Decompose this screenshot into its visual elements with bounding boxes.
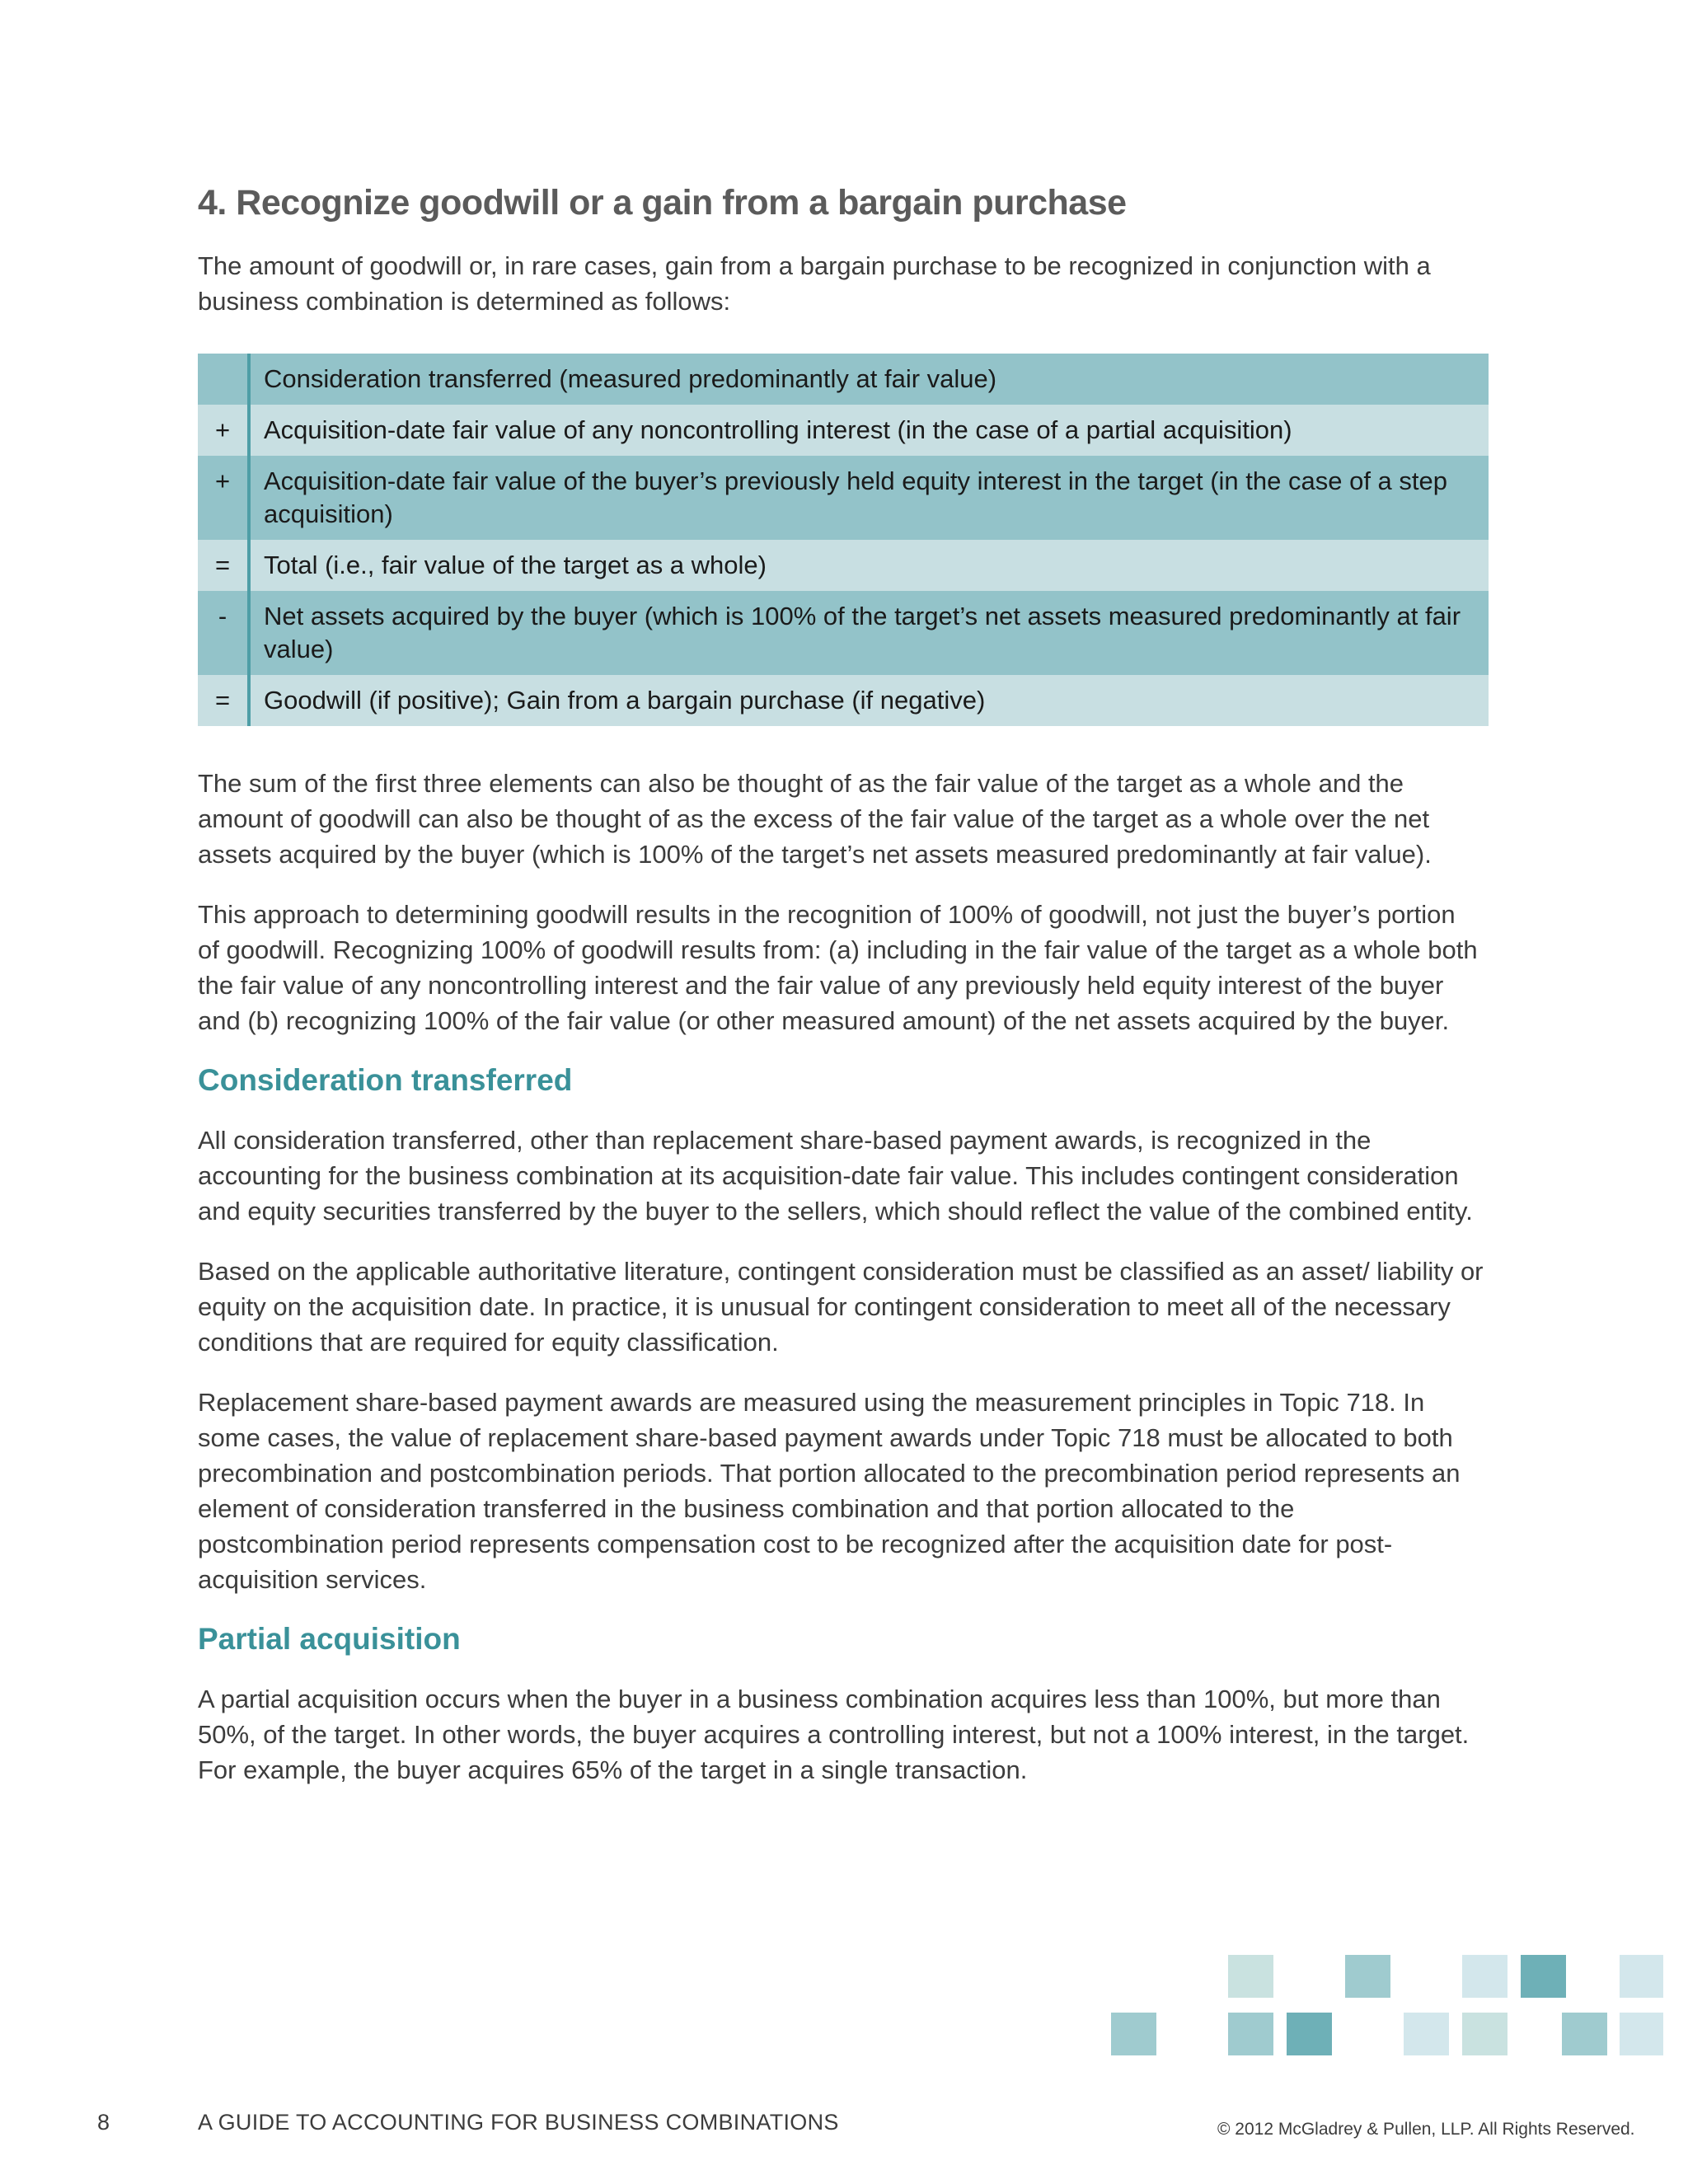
decor-square (1620, 2013, 1663, 2055)
decor-square (1287, 2013, 1332, 2055)
decor-square (1228, 2013, 1273, 2055)
body-paragraph: A partial acquisition occurs when the buyer in a business combination acquires less than 100%, but more than 50%, of the target. In other words, the buyer acquires a controlling interest, but not a 100% interest, in the target. For example, the buyer acquires 65% of the target in a single transaction. (198, 1685, 1470, 1784)
decor-square (1404, 2013, 1449, 2055)
row-text: Consideration transferred (measured predominantly at fair value) (249, 354, 1489, 405)
decor-square (1345, 1955, 1390, 1998)
table-row (198, 354, 1489, 405)
footer-title: A GUIDE TO ACCOUNTING FOR BUSINESS COMBINATIONS (198, 2110, 839, 2135)
operator-cell: = (198, 540, 249, 591)
operator-cell (198, 354, 249, 405)
row-text: Acquisition-date fair value of the buyer’s previously held equity interest in the target (in the case of a step acquisition) (249, 456, 1489, 540)
decor-square (1462, 1955, 1507, 1998)
table-row (198, 405, 1489, 456)
table-row (198, 456, 1489, 540)
operator-cell: + (198, 405, 249, 456)
decor-square (1228, 1955, 1273, 1998)
body-paragraph: Replacement share-based payment awards are measured using the measurement principles in Topic 718. In some cases, the value of replacement share-based payment awards under Topic 718 must be allocated to both precombination and postcombination periods. That portion allocated to the precombination period represents an element of consideration transferred in the business combination and that portion allocated to the postcombination period represents compensation cost to be recognized after the acquisition date for post-acquisition services. (198, 1388, 1461, 1594)
row-text: Total (i.e., fair value of the target as a whole) (249, 540, 1489, 591)
row-text: Goodwill (if positive); Gain from a bargain purchase (if negative) (249, 675, 1489, 726)
operator-cell: - (198, 591, 249, 675)
subheading-consideration-transferred: Consideration transferred (198, 1063, 573, 1097)
goodwill-calculation-table (198, 354, 1489, 726)
decor-square (1562, 2013, 1607, 2055)
body-paragraph: All consideration transferred, other than replacement share-based payment awards, is recognized in the accounting for the business combination at its acquisition-date fair value. This includes contingent consideration and equity securities transferred by the buyer to the sellers, which should reflect the value of the combined entity. (198, 1126, 1473, 1226)
row-text: Acquisition-date fair value of any noncontrolling interest (in the case of a partial acquisition) (249, 405, 1489, 456)
decor-square (1620, 1955, 1663, 1998)
subheading-partial-acquisition: Partial acquisition (198, 1622, 461, 1656)
operator-cell: + (198, 456, 249, 540)
table-row (198, 540, 1489, 591)
table-row (198, 591, 1489, 675)
page-content (198, 183, 1484, 1812)
intro-paragraph: The amount of goodwill or, in rare cases, gain from a bargain purchase to be recognized in conjunction with a business combination is determined as follows: (198, 251, 1431, 316)
decor-square (1462, 2013, 1507, 2055)
decor-square (1111, 2013, 1156, 2055)
copyright-notice: © 2012 McGladrey & Pullen, LLP. All Rights Reserved. (1217, 2120, 1635, 2139)
table-row (198, 675, 1489, 726)
row-text: Net assets acquired by the buyer (which is 100% of the target’s net assets measured predominantly at fair value) (249, 591, 1489, 675)
section-heading: 4. Recognize goodwill or a gain from a bargain purchase (198, 183, 1127, 223)
operator-cell: = (198, 675, 249, 726)
body-paragraph: This approach to determining goodwill results in the recognition of 100% of goodwill, not just the buyer’s portion of goodwill. Recognizing 100% of goodwill results from: (a) including in the fair value of the target as a whole both the fair value of any noncontrolling interest and the fair value of any previously held equity interest of the buyer and (b) recognizing 100% of the fair value (or other measured amount) of the net assets acquired by the buyer. (198, 900, 1478, 1035)
body-paragraph: The sum of the first three elements can also be thought of as the fair value of the target as a whole and the amount of goodwill can also be thought of as the excess of the fair value of the target as a whole over the net assets acquired by the buyer (which is 100% of the target’s net assets measured predominantly at fair value). (198, 769, 1432, 869)
page-number: 8 (97, 2110, 110, 2135)
body-paragraph: Based on the applicable authoritative literature, contingent consideration must be classified as an asset/ liability or equity on the acquisition date. In practice, it is unusual for contingent consideration to meet all of the necessary conditions that are required for equity classification. (198, 1257, 1484, 1357)
decor-square (1521, 1955, 1566, 1998)
